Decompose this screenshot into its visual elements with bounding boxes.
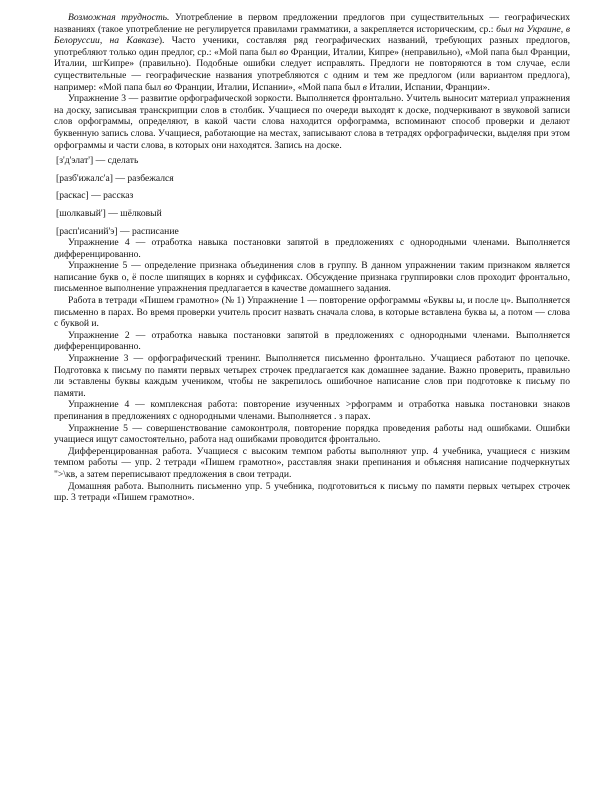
italic-lead: Возможная трудность.	[68, 12, 170, 23]
list-item: [расп'исаний'э] — расписание	[56, 225, 179, 237]
paragraph-workbook-exercise-5: Упражнение 5 — совершенствование самоконтроля, повторение порядка проведения работы над ошибками. Ошибки учащиеся ищут самостоятельно, работа над ошибками проводится фронтально.	[54, 422, 570, 446]
list-item: [разб'ижалс'а] — разбежался	[56, 172, 174, 184]
paragraph-exercise-5: Упражнение 5 — определение признака объединения слов в группу. В данном упражнении таким признаком является написание букв о, ё после шипящих в корнях и суффиксах. Обсуждение признака группировки слов проходит фронтально, письменное выполнение упражнения предлагается в качестве домашнего задания.	[54, 260, 570, 295]
paragraph-homework: Домашняя работа. Выполнить письменно упр. 5 учебника, подготовиться к письму по памяти первых четырех строчек шр. 3 тетради «Пишем грамотно».	[54, 480, 570, 504]
paragraph-workbook-exercise-4: Упражнение 4 — комплексная работа: повторение изученных >рфограмм и отработка навыка постановки знаков препинания в предложениях с однородными членами. Выполняется . з парах.	[54, 399, 570, 422]
text-segment: Италии, Испании, Франции».	[366, 81, 490, 93]
paragraph-workbook-exercise-1: Работа в тетради «Пишем грамотно» (№ 1) Упражнение 1 — повторение орфограммы «Буквы ы, и после ц». Выполняется письменно в парах. Во время проверки учитель просит назвать сначала слова, в которые вставлена буква ы, а потом — слова с буквой и.	[54, 295, 570, 330]
italic-preposition: во	[279, 46, 289, 58]
italic-preposition: в	[362, 81, 367, 93]
text-segment: ). Часто ученики, составляя ряд географических названий, требующих разных предлогов, употребляют только один предлог, ср.: «Мой папа был	[54, 35, 570, 58]
paragraph-possible-difficulty	[54, 12, 570, 93]
italic-preposition: во	[163, 81, 173, 93]
text-segment: Франции, Италии, Кипре» (неправильно), «Мой папа был Франции, Италии, шгКипре» (правильно). Подобные ошибки следует исправлять. Предлоги не повторяются в том случае, если существительные — географические названия употребляются с одним и тем же предлогом (или вариантом предлога), например: «Мой папа был	[54, 46, 570, 93]
list-item: [шолкавый'] — шёлковый	[56, 207, 162, 219]
paragraph-exercise-3: Упражнение 3 — развитие орфографической зоркости. Выполняется фронтально. Учитель выносит материал упражнения на доску, записывая транскрипции слов в столбик. Учащиеся по очереди выходят к доске, подчеркивают в звуковой записи слов орфограммы, определяют, в какой части слова находится орфограмма, вспоминают способ проверки и делают буквенную запись слова. Учащиеся, работающие на местах, записывают слова в тетрадях орфографически, выделяя при этом орфограммы и части слова, в которых они находятся. Запись на доске.	[54, 93, 570, 151]
list-item: [раскас] — рассказ	[56, 190, 134, 202]
text-segment: Употребление в первом предложении предлогов при существительных — географических названиях (такое употребление не регулируется правилами грамматики, а закрепляется историческим, ср.:	[54, 12, 570, 35]
board-transcription-list	[54, 151, 570, 237]
italic-example: был на Украине, в Белоруссии, на Кавказе	[54, 23, 570, 47]
list-item: [з'д'элат'] — сделать	[56, 155, 139, 167]
paragraph-workbook-exercise-2: Упражнение 2 — отработка навыка постановки запятой в предложениях с однородными членами. Выполняется дифференцированно.	[54, 329, 570, 353]
text-segment: Франции, Италии, Испании», «Мой папа был	[172, 81, 363, 93]
paragraph-differentiated-work: Дифференцированная работа. Учащиеся с высоким темпом работы выполняют упр. 4 учебника, учащиеся с низким темпом работы — упр. 2 тетради «Пишем грамотно», расставляя знаки препинания и объясняя написание подчеркнутых ">\кв, а затем переписывают предложения в свои тетради.	[54, 445, 570, 480]
paragraph-exercise-4: Упражнение 4 — отработка навыка постановки запятой в предложениях с однородными членами. Выполняется дифференцированно.	[54, 237, 570, 260]
paragraph-workbook-exercise-3: Упражнение 3 — орфографический тренинг. Выполняется письменно фронтально. Учащиеся работают по цепочке. Подготовка к письму по памяти первых четырех строчек предлагается как домашнее задание. Важно проверить, правильно ли эставлены буквы каждым учеником, чтобы не закрепилось ошибочное написание слов при подготовке к письму по памяти.	[54, 353, 570, 399]
document-page	[54, 12, 570, 504]
